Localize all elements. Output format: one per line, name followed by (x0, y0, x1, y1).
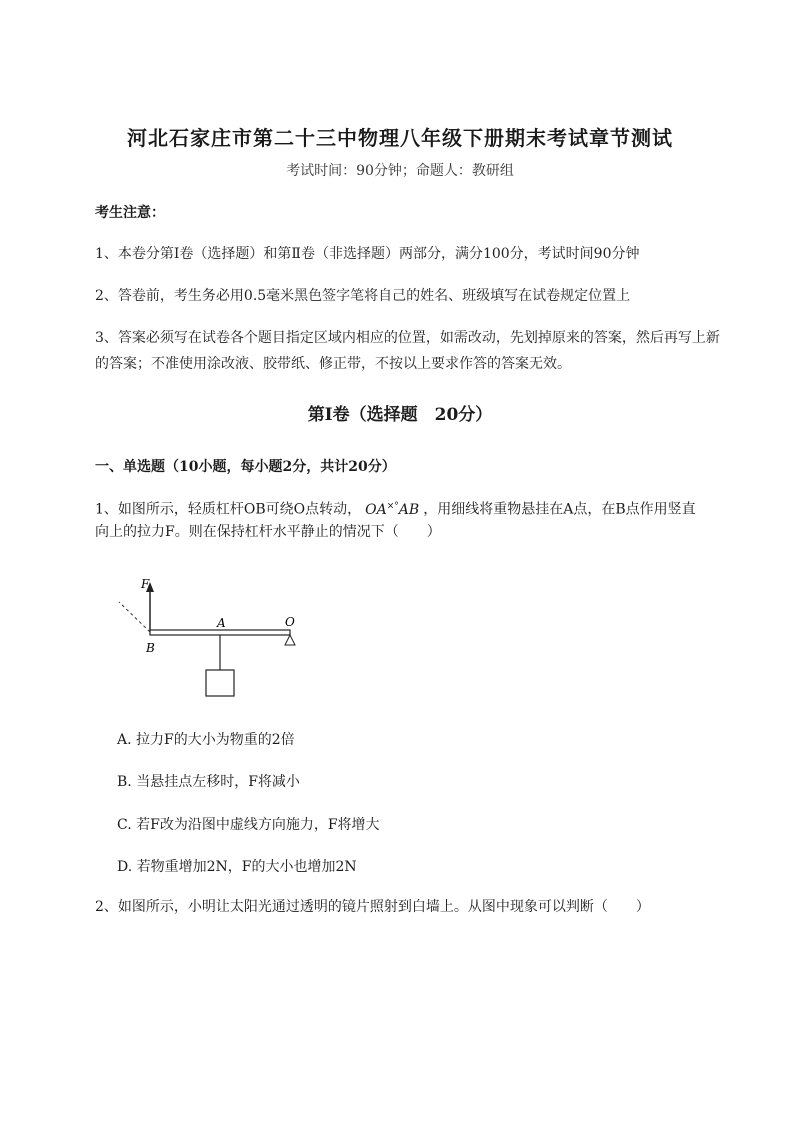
notice-item-2: 2、答卷前，考生务必用0.5毫米黑色签字笔将自己的姓名、班级填写在试卷规定位置上 (95, 288, 631, 304)
exam-subtitle: 考试时间：90分钟；命题人：教研组 (286, 163, 514, 179)
lever-figure (105, 570, 315, 700)
formula-right: AB (398, 501, 420, 518)
exam-title: 河北石家庄市第二十三中物理八年级下册期末考试章节测试 (127, 126, 673, 150)
force-label: F (141, 577, 150, 591)
label-b: B (146, 641, 155, 655)
question-2: 2、如图所示，小明让太阳光通过透明的镜片照射到白墙上。从图中现象可以判断（ ） (95, 899, 650, 915)
q1-formula (365, 502, 419, 518)
notice-heading: 考生注意： (95, 205, 165, 221)
notice-item-3-line-1: 3、答案必须写在试卷各个题目指定区域内相应的位置，如需改动，先划掉原来的答案，然后再写上新 (95, 330, 720, 346)
q1-option-a: A. 拉力F的大小为物重的2倍 (117, 732, 295, 748)
notice-item-1: 1、本卷分第I卷（选择题）和第Ⅱ卷（非选择题）两部分，满分100分，考试时间90分钟 (95, 246, 640, 262)
label-a: A (217, 616, 226, 630)
label-o: O (285, 615, 295, 629)
part-heading: 一、单选题（10小题，每小题2分，共计20分） (95, 459, 396, 475)
q1-option-b: B. 当悬挂点左移时，F将减小 (117, 774, 300, 790)
notice-item-3-line-2: 的答案；不准使用涂改液、胶带纸、修正带，不按以上要求作答的答案无效。 (95, 356, 571, 372)
q1-text-after: ，用细线将重物悬挂在A点，在B点作用竖直 (423, 501, 696, 518)
formula-left: OA (365, 501, 387, 518)
weight-block (206, 670, 234, 696)
formula-op: ×° (386, 501, 399, 511)
dashed-direction-line (119, 602, 150, 632)
section-title: 第I卷（选择题 20分） (307, 405, 493, 425)
q1-text-before: 1、如图所示，轻质杠杆OB可绕O点转动， (95, 501, 362, 518)
lever-bar (150, 630, 290, 635)
pivot-triangle (285, 635, 295, 645)
question-1-line-2: 向上的拉力F。则在保持杠杆水平静止的情况下（ ） (95, 524, 441, 540)
q1-option-d: D. 若物重增加2N，F的大小也增加2N (117, 859, 357, 875)
q1-option-c: C. 若F改为沿图中虚线方向施力，F将增大 (117, 817, 380, 833)
